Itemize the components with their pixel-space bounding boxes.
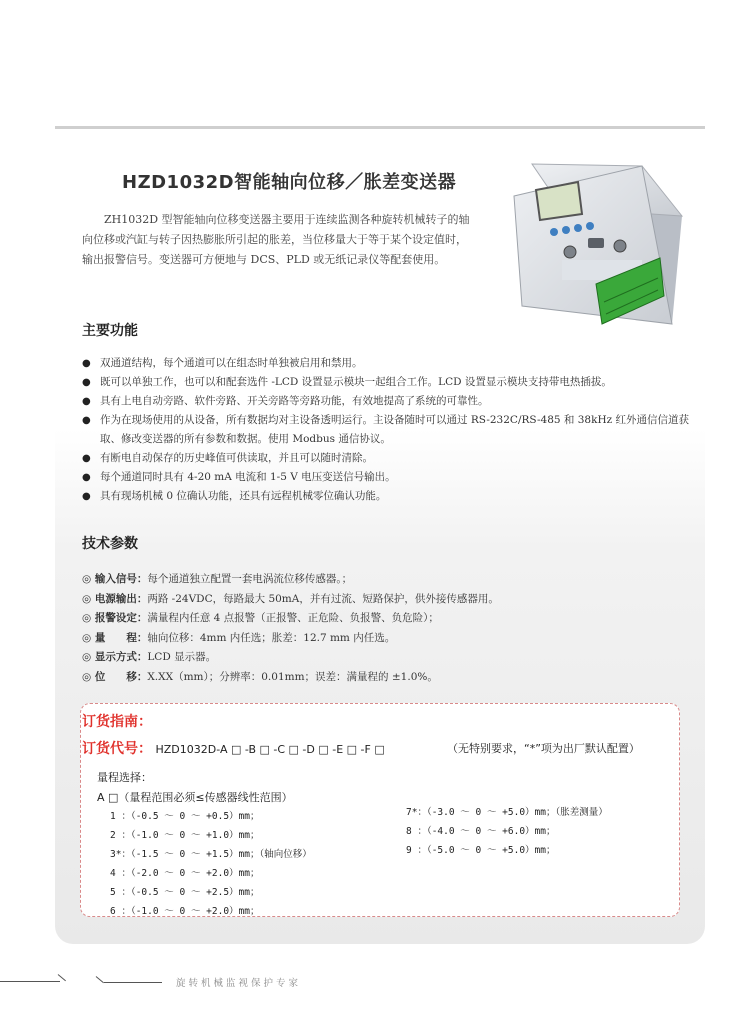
list-item: 1 ：（-0.5 ～ 0 ～ +0.5）mm； (110, 811, 260, 822)
list-item: 9 ：（-5.0 ～ 0 ～ +5.0）mm； (406, 845, 556, 856)
spec-label: ◎ 位 移： (82, 670, 148, 683)
spec-row (82, 570, 692, 590)
spec-row (82, 648, 692, 668)
order-code-label: 订货代号： (82, 741, 152, 757)
spec-value: 轴向位移：4mm 内任选；胀差：12.7 mm 内任选。 (147, 631, 396, 644)
spec-row (82, 629, 692, 649)
list-item: 5 ：（-0.5 ～ 0 ～ +2.5）mm； (110, 887, 260, 898)
list-item: ● 既可以单独工作，也可以和配套选件 -LCD 设置显示模块一起组合工作。LCD 设置显示模块支持带电热插拔。 (82, 373, 692, 392)
range-a-label: A □（量程范围必须≤传感器线性范围） (97, 791, 293, 804)
features-list (82, 354, 692, 506)
footer-rule-left (0, 981, 60, 982)
transmitter-illustration (492, 156, 704, 332)
spec-label: ◎ 输入信号： (82, 573, 148, 585)
spec-row (82, 609, 692, 629)
list-item: 6 ：（-1.0 ～ 0 ～ +2.0）mm； (110, 906, 260, 917)
list-item: 8 ：（-4.0 ～ 0 ～ +6.0）mm； (406, 826, 556, 837)
spec-value: LCD 显示器。 (147, 651, 217, 663)
list-item: ● 具有上电自动旁路、软件旁路、开关旁路等旁路功能，有效地提高了系统的可靠性。 (82, 392, 692, 411)
order-note: （无特别要求，“*”项为出厂默认配置） (447, 742, 640, 755)
specs-heading: 技术参数 (82, 536, 138, 552)
footer-rule-slash (96, 976, 104, 983)
specs-list (82, 570, 692, 687)
list-item: 7*：（-3.0 ～ 0 ～ +5.0）mm；（胀差测量） (406, 807, 608, 818)
range-title: 量程选择： (97, 771, 152, 784)
spec-value: 满量程内任意 4 点报警（正报警、正危险、负报警、负危险）； (147, 612, 439, 624)
list-item: 3*：（-1.5 ～ 0 ～ +1.5）mm；（轴向位移） (110, 849, 312, 860)
spec-label: ◎ 电源输出： (82, 592, 148, 605)
list-item: ● 每个通道同时具有 4-20 mA 电流和 1-5 V 电压变送信号输出。 (82, 468, 692, 487)
order-guide-heading: 订货指南： (82, 714, 152, 730)
footer-tagline: 旋转机械监视保护专家 (176, 978, 302, 989)
intro-paragraph (82, 210, 477, 270)
list-item: ● 有断电自动保存的历史峰值可供读取，并且可以随时清除。 (82, 449, 692, 468)
spec-label: ◎ 量 程： (82, 631, 148, 644)
list-item: 2 ：（-1.0 ～ 0 ～ +1.0）mm； (110, 830, 260, 841)
list-item: ● 双通道结构，每个通道可以在组态时单独被启用和禁用。 (82, 354, 692, 373)
footer-rule-right (104, 982, 162, 983)
spec-row (82, 668, 692, 688)
intro-text: ZH1032D 型智能轴向位移变送器主要用于连续监测各种旋转机械转子的轴向位移或汽缸与转子因热膨胀所引起的胀差，当位移量大于等于某个设定值时，输出报警信号。变送器可方便地与 DCS、PLD 或无纸记录仪等配套使用。 (82, 213, 470, 266)
device-image (492, 156, 704, 332)
order-code: HZD1032D-A □ -B □ -C □ -D □ -E □ -F □ (155, 743, 385, 756)
list-item: ● 具有现场机械 0 位确认功能，还具有远程机械零位确认功能。 (82, 487, 692, 506)
spec-row (82, 590, 692, 610)
list-item: ● 作为在现场使用的从设备，所有数据均对主设备透明运行。主设备随时可以通过 RS-232C/RS-485 和 38kHz 红外通信信道获取、修改变送器的所有参数和数据。使用 Modbus 通信协议。 (82, 411, 692, 449)
spec-label: ◎ 报警设定： (82, 612, 148, 624)
list-item: 4 ：（-2.0 ～ 0 ～ +2.0）mm； (110, 868, 260, 879)
range-list-right (406, 803, 608, 860)
features-heading: 主要功能 (82, 323, 138, 339)
spec-value: X.XX（mm）；分辨率：0.01mm；误差：满量程的 ±1.0%。 (147, 670, 438, 683)
spec-label: ◎ 显示方式： (82, 651, 148, 663)
spec-value: 两路 -24VDC，每路最大 50mA，并有过流、短路保护，供外接传感器用。 (147, 592, 499, 605)
order-code-row (82, 738, 640, 758)
spec-value: 每个通道独立配置一套电涡流位移传感器。； (147, 573, 353, 585)
page-title: HZD1032D智能轴向位移／胀差变送器 (122, 172, 457, 193)
range-list-left (110, 807, 312, 921)
